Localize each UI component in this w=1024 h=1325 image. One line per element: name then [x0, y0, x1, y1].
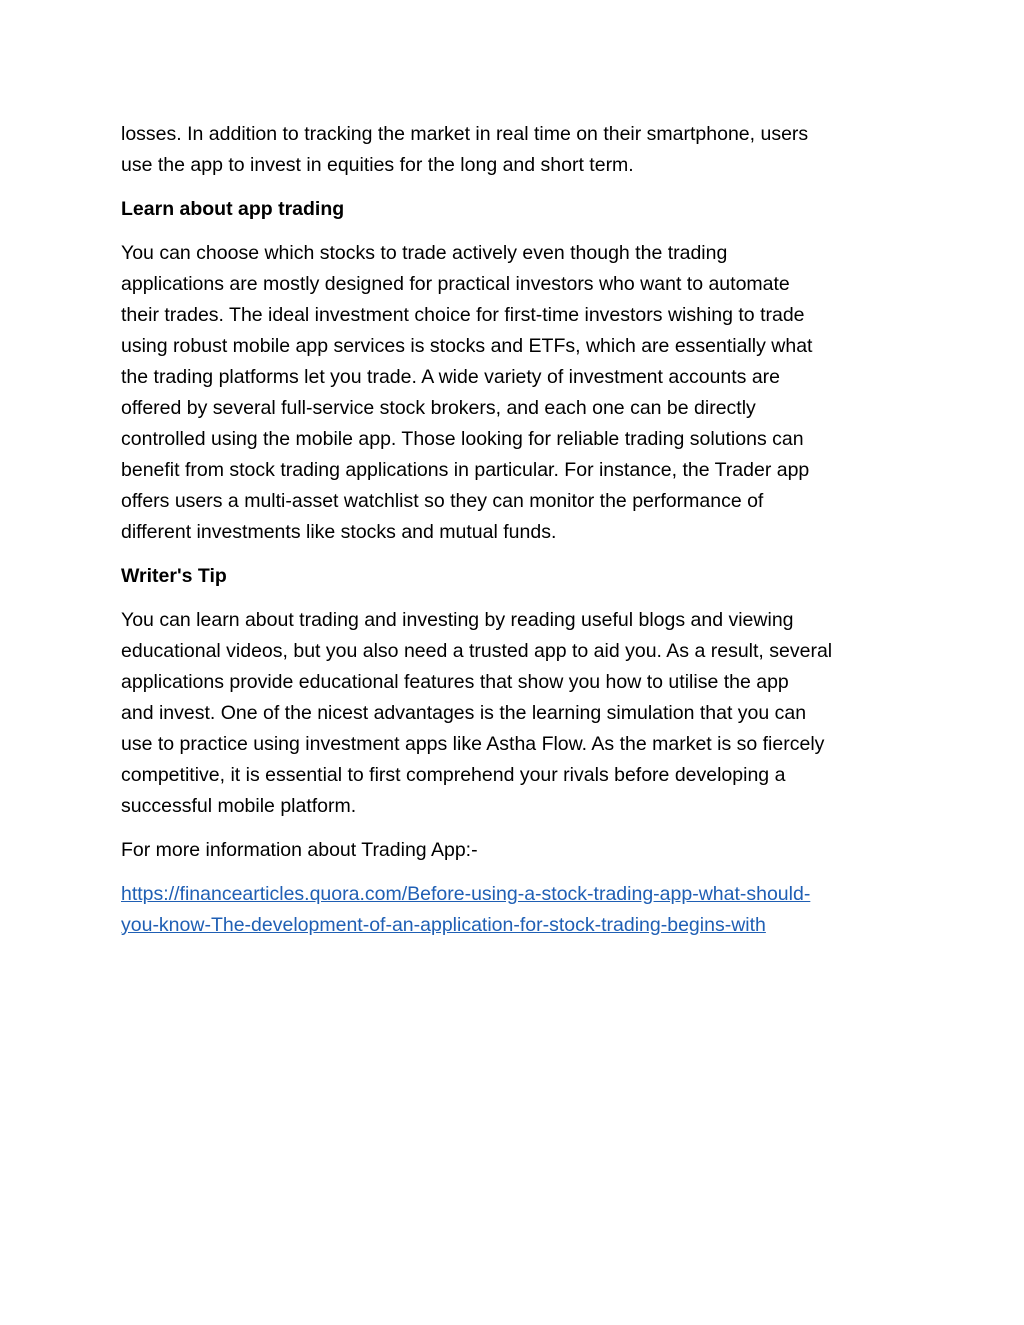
heading-learn-about-app-trading: Learn about app trading	[121, 198, 345, 220]
heading-writers-tip: Writer's Tip	[121, 565, 227, 587]
reference-link[interactable]: https://financearticles.quora.com/Before-using-a-stock-trading-app-what-should- you-know-The-development-of-an-application-for-stock-trading-begins-with	[121, 883, 811, 936]
spacer	[121, 592, 911, 605]
paragraph-intro: losses. In addition to tracking the market in real time on their smartphone, users use the app to invest in equities for the long and short term.	[121, 123, 809, 176]
paragraph-writers-tip: You can learn about trading and investing by reading useful blogs and viewing educational videos, but you also need a trusted app to aid you. As a result, several applications provide educational features that show you how to utilise the app and invest. One of the nicest advantages is the learning simulation that you can use to practice using investment apps like Astha Flow. As the market is so fiercely competitive, it is essential to first comprehend your rivals before developing a successful mobile platform.	[121, 609, 833, 817]
spacer	[121, 548, 911, 561]
spacer	[121, 866, 911, 879]
document-page	[121, 119, 911, 941]
spacer	[121, 181, 911, 194]
spacer	[121, 225, 911, 238]
spacer	[121, 822, 911, 835]
paragraph-app-trading: You can choose which stocks to trade actively even though the trading applications are mostly designed for practical investors who want to automate their trades. The ideal investment choice for first-time investors wishing to trade using robust mobile app services is stocks and ETFs, which are essentially what the trading platforms let you trade. A wide variety of investment accounts are offered by several full-service stock brokers, and each one can be directly controlled using the mobile app. Those looking for reliable trading solutions can benefit from stock trading applications in particular. For instance, the Trader app offers users a multi-asset watchlist so they can monitor the performance of different investments like stocks and mutual funds.	[121, 242, 813, 543]
paragraph-more-info: For more information about Trading App:-	[121, 839, 478, 861]
